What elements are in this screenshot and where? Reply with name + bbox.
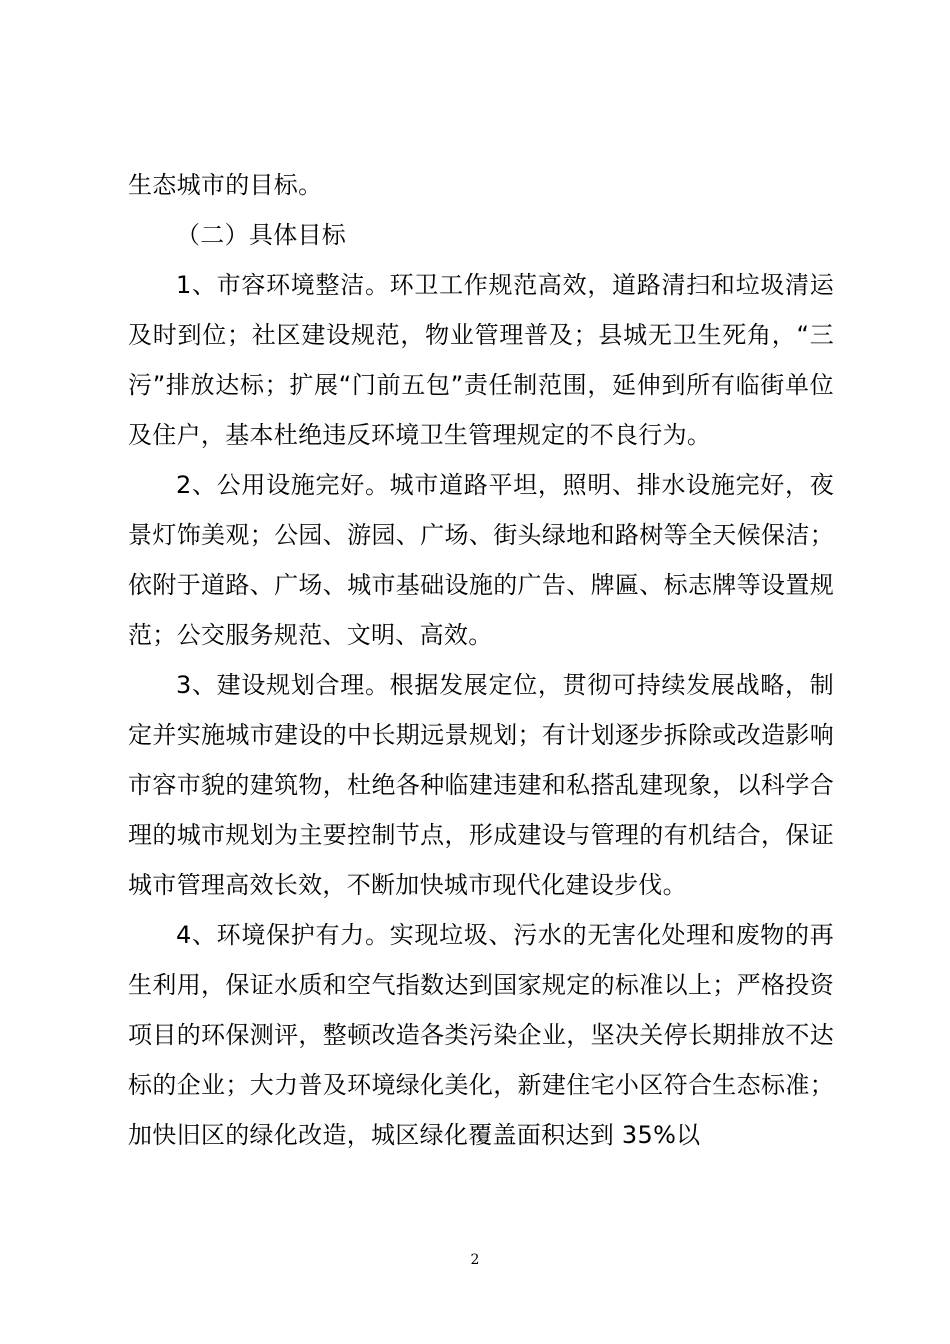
paragraph-item-4: 4、环境保护有力。实现垃圾、污水的无害化处理和废物的再生利用，保证水质和空气指数达到国家规定的标准以上；严格投资项目的环保测评，整顿改造各类污染企业，坚决关停长期排放不达标的企业；大力普及环境绿化美化，新建住宅小区符合生态标准；加快旧区的绿化改造，城区绿化覆盖面积达到 35%以 (128, 921, 834, 1149)
section-heading: （二）具体目标 (176, 221, 347, 249)
paragraph-item-2: 2、公用设施完好。城市道路平坦，照明、排水设施完好，夜景灯饰美观；公园、游园、广场、街头绿地和路树等全天候保洁；依附于道路、广场、城市基础设施的广告、牌匾、标志牌等设置规范；公交服务规范、文明、高效。 (128, 471, 834, 649)
paragraph-item-3: 3、建设规划合理。根据发展定位，贯彻可持续发展战略，制定并实施城市建设的中长期远景规划；有计划逐步拆除或改造影响市容市貌的建筑物，杜绝各种临建违建和私搭乱建现象，以科学合理的城市规划为主要控制节点，形成建设与管理的有机结合，保证城市管理高效长效，不断加快城市现代化建设步伐。 (128, 671, 834, 899)
paragraph-continuation: 生态城市的目标。 (128, 171, 323, 199)
page-number: 2 (470, 1252, 480, 1268)
document-body (128, 160, 834, 1160)
paragraph-item-1: 1、市容环境整洁。环卫工作规范高效，道路清扫和垃圾清运及时到位；社区建设规范，物业管理普及；县城无卫生死角，“三污”排放达标；扩展“门前五包”责任制范围，延伸到所有临街单位及住户，基本杜绝违反环境卫生管理规定的不良行为。 (128, 271, 834, 449)
